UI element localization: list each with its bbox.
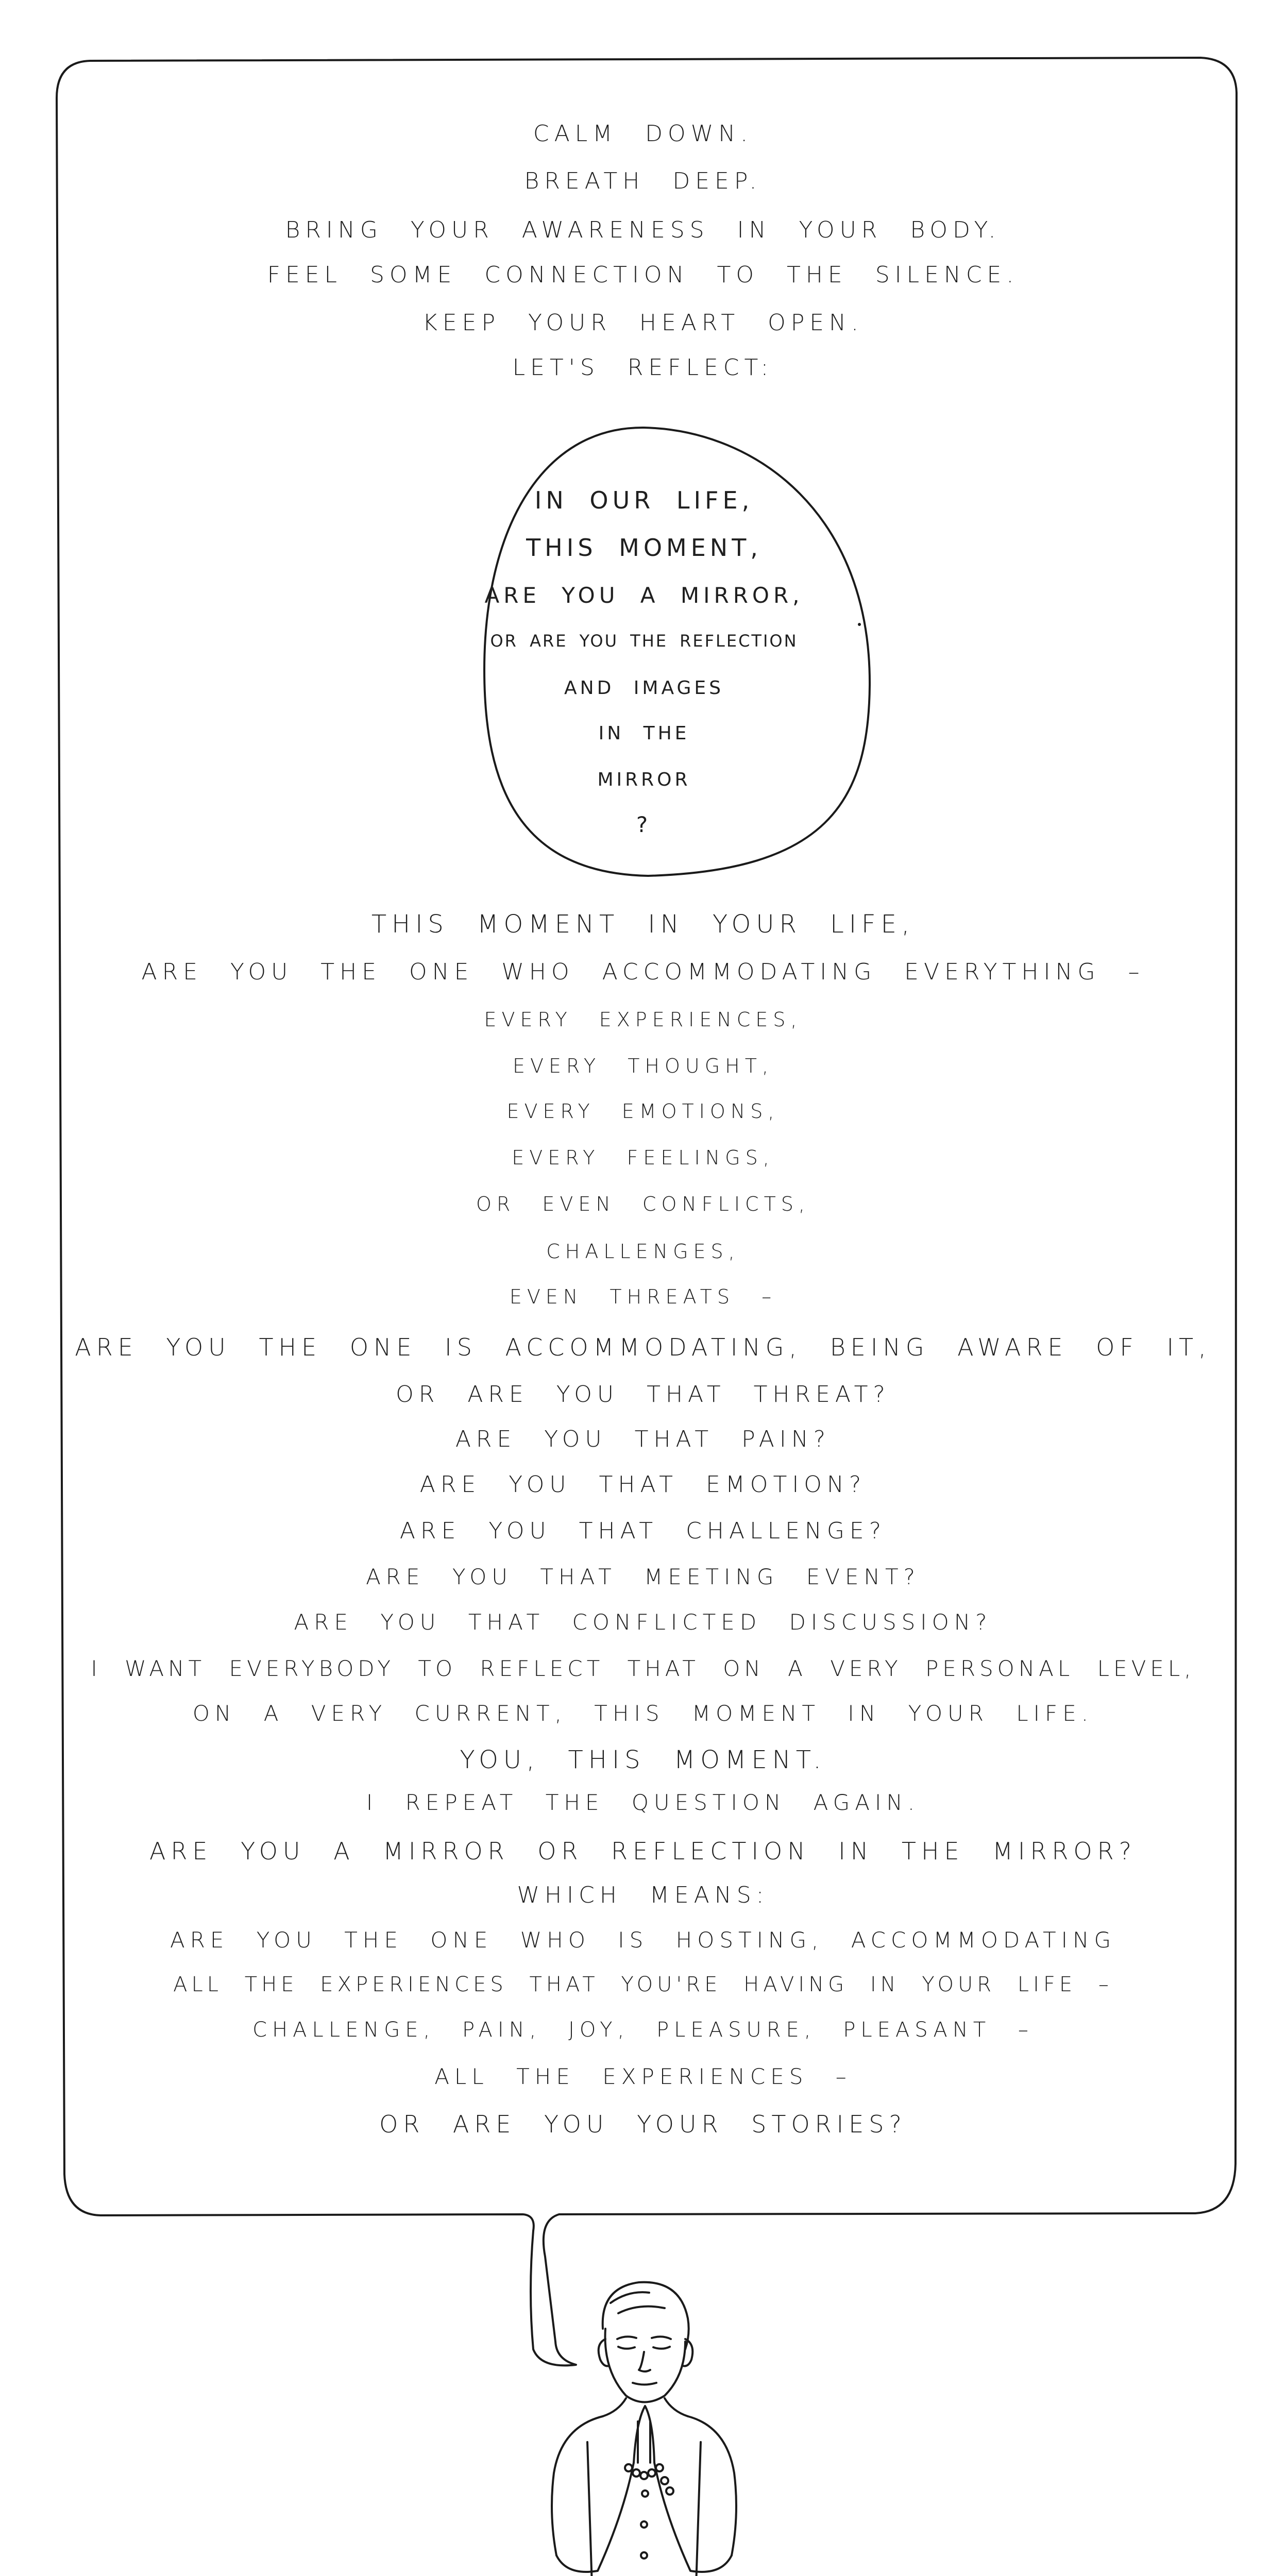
body-line: OR EVEN CONFLICTS, bbox=[476, 1193, 810, 1215]
body-line: EVERY EXPERIENCES, bbox=[484, 1008, 802, 1031]
intro-line: BREATH DEEP. bbox=[524, 168, 762, 194]
oval-line: IN OUR LIFE, bbox=[534, 486, 754, 514]
body-line: THIS MOMENT IN YOUR LIFE, bbox=[371, 910, 915, 939]
oval-line: ? bbox=[636, 812, 652, 837]
body-line: CHALLENGES, bbox=[546, 1240, 740, 1263]
body-line: EVEN THREATS – bbox=[509, 1285, 777, 1308]
intro-line: KEEP YOUR HEART OPEN. bbox=[422, 310, 864, 336]
intro-line: BRING YOUR AWARENESS IN YOUR BODY. bbox=[285, 217, 1001, 243]
body-line: EVERY FEELINGS, bbox=[512, 1146, 774, 1169]
body-line: YOU, THIS MOMENT. bbox=[460, 1745, 826, 1774]
body-line: ARE YOU THAT CONFLICTED DISCUSSION? bbox=[294, 1609, 992, 1635]
body-line: ARE YOU A MIRROR OR REFLECTION IN THE MIRROR? bbox=[149, 1837, 1137, 1865]
intro-line: FEEL SOME CONNECTION TO THE SILENCE. bbox=[267, 262, 1019, 288]
oval-line: OR ARE YOU THE REFLECTION bbox=[490, 631, 798, 651]
body-line: EVERY EMOTIONS, bbox=[506, 1100, 780, 1123]
body-line: ARE YOU THAT MEETING EVENT? bbox=[366, 1564, 920, 1589]
body-line: ARE YOU THE ONE WHO IS HOSTING, ACCOMMODATING bbox=[170, 1927, 1116, 1953]
body-line: ALL THE EXPERIENCES – bbox=[434, 2064, 852, 2089]
oval-line: AND IMAGES bbox=[564, 677, 724, 699]
oval-line: IN THE bbox=[598, 723, 690, 744]
oval-line: THIS MOMENT, bbox=[526, 534, 762, 562]
body-line: I REPEAT THE QUESTION AGAIN. bbox=[366, 1790, 920, 1815]
body-line: ARE YOU THE ONE IS ACCOMMODATING, BEING AWARE OF IT, bbox=[75, 1333, 1211, 1361]
body-line: EVERY THOUGHT, bbox=[512, 1055, 774, 1077]
body-line: ARE YOU THAT CHALLENGE? bbox=[399, 1518, 887, 1544]
body-line: WHICH MEANS: bbox=[517, 1882, 769, 1908]
body-line: ARE YOU THAT EMOTION? bbox=[419, 1471, 867, 1498]
body-line: CHALLENGE, PAIN, JOY, PLEASURE, PLEASANT – bbox=[252, 2018, 1034, 2042]
body-line: I WANT EVERYBODY TO REFLECT THAT ON A VERY PERSONAL LEVEL, bbox=[91, 1656, 1195, 1681]
intro-line: CALM DOWN. bbox=[533, 121, 753, 147]
body-line: ARE YOU THAT PAIN? bbox=[455, 1426, 831, 1452]
ink-speck bbox=[858, 623, 861, 626]
body-line: OR ARE YOU THAT THREAT? bbox=[396, 1381, 890, 1408]
intro-line: LET'S REFLECT: bbox=[512, 354, 774, 381]
body-line: ARE YOU THE ONE WHO ACCOMMODATING EVERYTHING – bbox=[141, 959, 1145, 985]
body-line: ON A VERY CURRENT, THIS MOMENT IN YOUR LIFE. bbox=[192, 1701, 1094, 1726]
body-line: OR ARE YOU YOUR STORIES? bbox=[379, 2110, 907, 2138]
oval-line: MIRROR bbox=[597, 769, 691, 790]
body-line: ALL THE EXPERIENCES THAT YOU'RE HAVING IN YOUR LIFE – bbox=[173, 1973, 1113, 1996]
oval-line: ARE YOU A MIRROR, bbox=[484, 583, 804, 608]
